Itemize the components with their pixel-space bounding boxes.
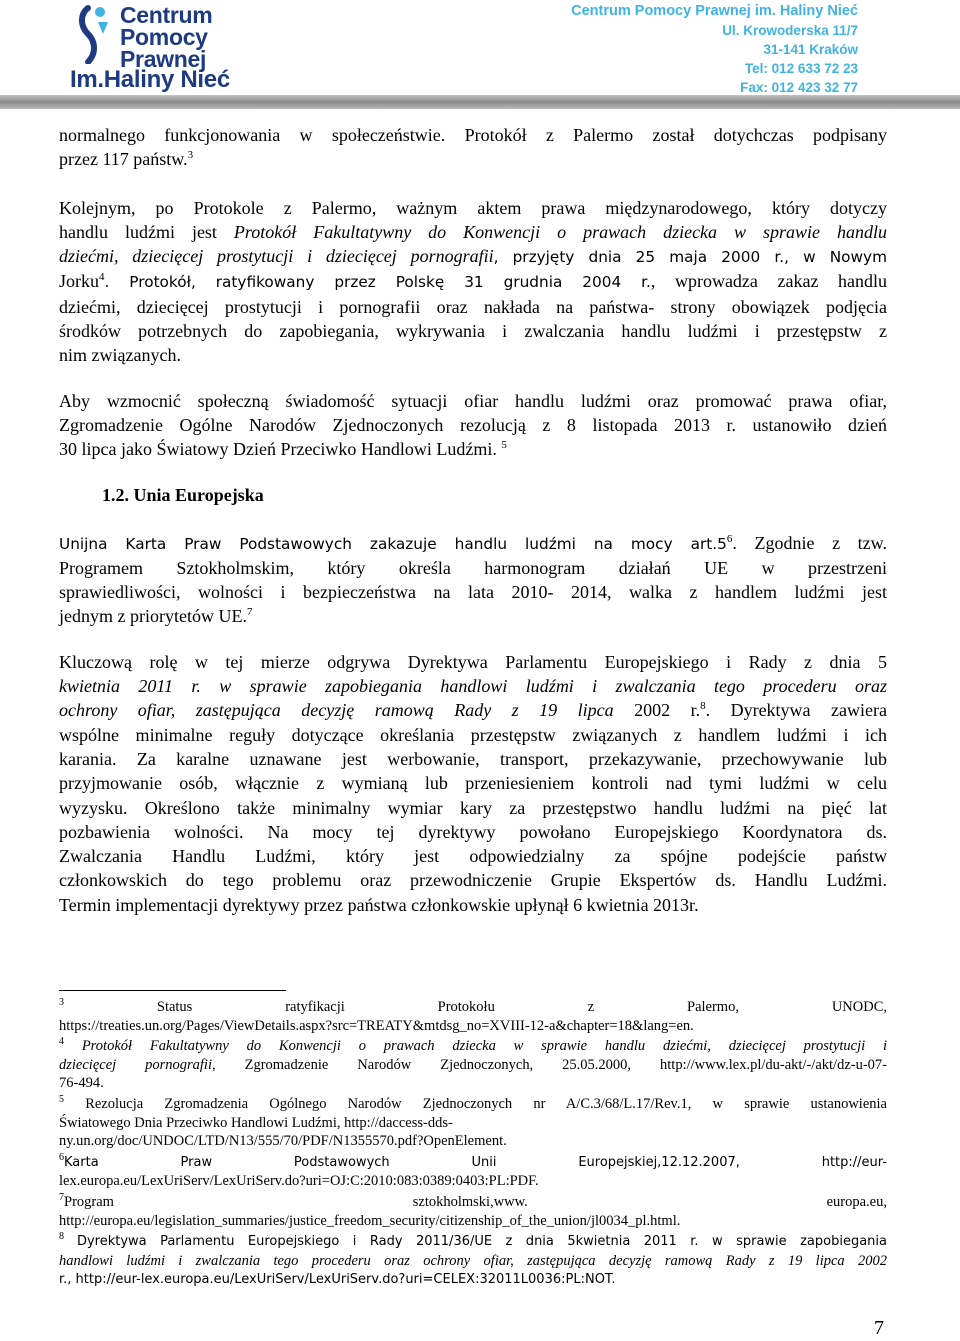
text-line: dziećmi, dziecięcej prostytucji i pornografii oraz nakłada na państwa- strony obowiązek podjęcia (59, 296, 887, 317)
footnote-ref: 4 (99, 271, 105, 284)
text-line: Kluczową rolę w tej mierze odgrywa Dyrektywa Parlamentu Europejskiego i Rady z dnia 5 (59, 651, 887, 672)
footnote-8 (59, 1232, 887, 1290)
text-run: Unijna Karta Praw Podstawowych zakazuje handlu ludźmi na mocy art.5 (59, 534, 727, 553)
text-run: Rezolucja Zgromadzenia Ogólnego Narodów Zjednoczonych nr A/C.3/68/L.17/Rev.1, w sprawie ustanowienia (85, 1095, 887, 1112)
text-line: lex.europa.eu/LexUriServ/LexUriServ.do?uri=OJ:C:2010:083:0389:0403:PL:PDF. (59, 1173, 539, 1190)
text-run-italic: Protokół Fakultatywny do Konwencji o prawach dziecka w sprawie handlu dziećmi, dziecięcej prostytucji i (81, 1038, 888, 1055)
text-line (59, 674, 887, 698)
footnote-number: 3 (59, 997, 64, 1009)
text-run-italic: ochrony ofiar, zastępująca decyzję ramową Rady z 19 lipca (59, 700, 614, 721)
text-line: sprawiedliwości, wolności i bezpieczeństwa na lata 2010- 2014, walka z handlem ludźmi jest (59, 582, 887, 603)
text-line: środków potrzebnych do zapobiegania, wykrywania i zwalczania handlu ludźmi i przestępstw z (59, 321, 887, 342)
text-run: Karta Praw Podstawowych Unii Europejskiej,12.12.2007, http://eur- (64, 1154, 887, 1170)
text-line: Kolejnym, po Protokole z Palermo, ważnym aktem prawa międzynarodowego, który dotyczy (59, 197, 887, 218)
paragraph-optional-protocol (59, 196, 887, 368)
footnote-6 (59, 1153, 887, 1191)
footnote-number: 5 (59, 1094, 64, 1106)
text-line (59, 1193, 887, 1212)
paragraph-world-day (59, 389, 887, 462)
text-line: 76-494. (59, 1075, 104, 1092)
text-line: Zwalczania Handlu Ludźmi, który jest odpowiedzialny za spójne podejście państw (59, 846, 887, 867)
text-line (59, 147, 887, 171)
footnote-number: 7 (59, 1192, 64, 1204)
text-line: Programem Sztokholmskim, który określa harmonogram działań UE w przestrzeni (59, 557, 887, 578)
text-run: . Protokół, ratyfikowany przez Polskę 31 grudnia 2004 r. (104, 273, 651, 292)
text-run: r., http://eur-lex.europa.eu/LexUriServ/LexUriServ.do?uri=CELEX:32011L0036:PL:NOT. (59, 1272, 616, 1288)
footnote-ref: 3 (187, 149, 194, 162)
text-line (59, 437, 887, 461)
text-line: Światowego Dnia Przeciwko Handlowi Ludźmi, http://daccess-dds- (59, 1114, 453, 1131)
text-run-italic: handlowi ludźmi i zwalczania tego procederu oraz ochrony ofiar, zastępująca decyzję ramową Rady z 19 lipca 2002 (59, 1252, 887, 1269)
text-line: nim związanych. (59, 345, 181, 366)
text-run: , wprowadza zakaz handlu (650, 271, 887, 292)
logo-line-3: Prawnej (120, 46, 207, 72)
footnote-number: 6 (59, 1151, 64, 1163)
text-line: wyzysku. Określono także minimalny wymiar kary za przestępstwo handlu ludźmi na pięć lat (59, 797, 887, 818)
paragraph-palermo-signatures (59, 123, 887, 172)
text-line (59, 1252, 887, 1271)
document-body (59, 123, 887, 938)
logo-patron-name: Im.Haliny Nieć (70, 66, 230, 93)
text-line: Zgromadzenie Ogólne Narodów Zjednoczonych rezolucją z 8 listopada 2013 r. ustanowiło dzień (59, 414, 887, 435)
text-run: Program sztokholmski,www. europa.eu, (64, 1193, 887, 1210)
text-line (59, 1232, 887, 1252)
text-line: pozbawienia wolności. Na mocy tej dyrektywy powołano Europejskiego Koordynatora ds. (59, 821, 887, 842)
text-run: handlu ludźmi jest (59, 221, 234, 242)
page-header (0, 0, 960, 97)
contact-street: Ul. Krowoderska 11/7 (722, 23, 858, 38)
footnote-number: 4 (59, 1036, 64, 1048)
text-line (59, 1153, 887, 1173)
text-line: członkowskich do tego problemu oraz przewodniczenie Grupie Ekspertów ds. Handlu Ludźmi. (59, 870, 887, 891)
contact-organization: Centrum Pomocy Prawnej im. Haliny Nieć (571, 3, 858, 19)
header-divider (0, 95, 960, 109)
text-line: wspólne minimalne reguły dotyczące określania przestępstw związanych z handlem ludźmi i ich (59, 724, 887, 745)
logo-line-1: Centrum (120, 2, 213, 28)
text-line (59, 998, 887, 1017)
text-line: http://europa.eu/legislation_summaries/justice_freedom_security/citizenship_of_the_union/jl0034_pl.html. (59, 1212, 681, 1229)
contact-fax: Fax: 012 423 32 77 (740, 80, 858, 95)
text-line (59, 698, 887, 722)
text-line: Aby wzmocnić społeczną świadomość sytuacji ofiar handlu ludźmi oraz promować prawa ofiar, (59, 390, 887, 411)
organization-logo (70, 2, 240, 92)
footnote-5 (59, 1095, 887, 1151)
contact-city: 31-141 Kraków (763, 42, 858, 57)
text-line (59, 244, 887, 269)
text-line: karania. Za karalne uznawane jest werbowanie, transport, przekazywanie, przechowywanie lub (59, 748, 887, 769)
text-run: . Dyrektywa zawiera (705, 700, 887, 721)
footnote-3 (59, 998, 887, 1035)
paragraph-charter (59, 531, 887, 629)
text-run: Dyrektywa Parlamentu Europejskiego i Rady 2011/36/UE z dnia 5kwietnia 2011 r. w sprawie zapobiegania (76, 1234, 888, 1250)
footnote-4 (59, 1037, 887, 1093)
text-line (59, 1095, 887, 1114)
text-line: ny.un.org/doc/UNDOC/LTD/N13/555/70/PDF/N1355570.pdf?OpenElement. (59, 1133, 507, 1150)
text-line (59, 220, 887, 244)
text-line (59, 604, 887, 628)
text-run-italic: dziećmi, dziecięcej prostytucji i dziecięcej pornografii (59, 246, 494, 267)
text-run: 30 lipca jako Światowy Dzień Przeciwko Handlowi Ludźmi. (59, 439, 497, 460)
footnote-ref: 5 (501, 439, 507, 452)
text-run-italic: w sprawie zapobiegania handlowi ludźmi i zwalczania tego procederu oraz (219, 676, 887, 697)
text-run: przez 117 państw. (59, 149, 188, 170)
footnote-ref: 8 (700, 700, 706, 713)
text-line: przyjmowanie osób, włącznie z wymianą lub przeniesieniem kontroli nad tymi ludźmi w celu (59, 773, 887, 794)
logo-wordmark (120, 4, 212, 70)
text-line: https://treaties.un.org/Pages/ViewDetails.aspx?src=TREATY&mtdsg_no=XVIII-12-a&chapter=18&lang=en. (59, 1017, 694, 1034)
text-run: Status ratyfikacji Protokołu z Palermo, UNODC, (156, 999, 888, 1015)
text-line (59, 269, 887, 294)
text-run: , przyjęty dnia 25 maja 2000 r., w Nowym (493, 248, 887, 267)
scales-of-justice-icon (70, 4, 120, 64)
footnotes (59, 998, 887, 1292)
footnote-7 (59, 1193, 887, 1230)
text-run: Zgromadzenie Narodów Zjednoczonych, 25.05.2000, http://www.lex.pl/du-akt/-/akt/dz-u-07- (215, 1056, 887, 1073)
text-line: Termin implementacji dyrektywy przez państwa członkowskie upłynął 6 kwietnia 2013r. (59, 894, 699, 915)
text-run-italic: kwietnia 2011 r. (59, 676, 220, 697)
footnote-separator (59, 990, 286, 991)
header-contact-block (571, 2, 858, 97)
text-line (59, 1056, 887, 1075)
logo-line-2: Pomocy (120, 24, 208, 50)
text-run: Jorku (59, 271, 99, 292)
paragraph-directive (59, 650, 887, 917)
text-line: normalnego funkcjonowania w społeczeństwie. Protokół z Palermo został dotychczas podpisany (59, 125, 887, 145)
text-line (59, 1037, 887, 1056)
contact-phone: Tel: 012 633 72 23 (744, 61, 858, 76)
text-run: . Zgodnie z tzw. (732, 532, 887, 553)
footnote-number: 8 (59, 1231, 64, 1243)
page-number: 7 (874, 1317, 884, 1339)
text-line (59, 531, 887, 556)
footnote-ref: 7 (246, 606, 253, 619)
text-run-italic: Protokół Fakultatywny do Konwencji o prawach dziecka w sprawie handlu (233, 221, 887, 242)
footnote-ref: 6 (726, 532, 733, 545)
section-heading: 1.2. Unia Europejska (102, 484, 264, 505)
text-run-italic: dziecięcej pornografii, (59, 1056, 216, 1073)
text-run: 2002 r. (613, 700, 701, 721)
text-run: jednym z priorytetów UE. (59, 606, 247, 627)
text-line (59, 1270, 887, 1290)
